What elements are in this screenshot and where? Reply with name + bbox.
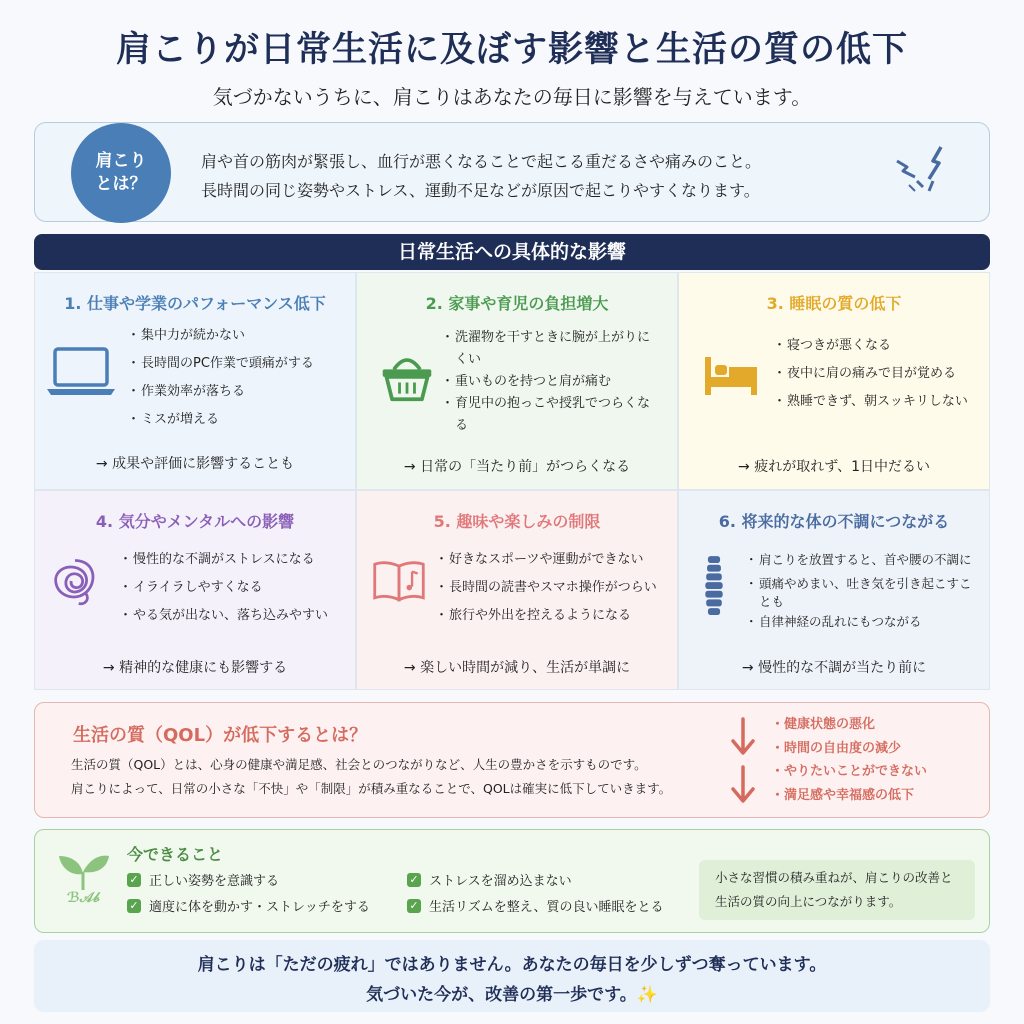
card-title: 3. 睡眠の質の低下 [766,294,902,313]
impact-card-sleep [678,272,990,490]
card-list [121,549,351,633]
impact-card-future [678,490,990,690]
card-list [443,327,653,443]
footer-line-1: 肩こりは「ただの疲れ」ではありません。あなたの毎日を少しずつ奪っています。 [197,955,827,975]
list-item: ・ 重いものを持つと肩が痛む [443,371,653,393]
qol-text [71,753,671,801]
definition-text [201,147,761,205]
card-list [129,325,349,437]
impact-card-mental [34,490,356,690]
laptop-icon [45,343,117,399]
checkbox-icon: ✓ [127,873,141,887]
list-item: ・ 肩こりを放置すると、首や腰の不調に [747,549,983,571]
card-result: → 日常の「当たり前」がつらくなる [403,459,631,475]
action-item-label: 生活リズムを整え、質の良い睡眠をとる [429,900,664,915]
page-subtitle: 気づかないうちに、肩こりはあなたの毎日に影響を与えています。 [212,85,812,109]
down-arrows-icon [725,713,761,809]
qol-line-1: 生活の質（QOL）とは、心身の健康や満足感、社会とのつながりなど、人生の豊かさを示すものです。 [71,757,647,772]
card-title: 1. 仕事や学業のパフォーマンス低下 [64,294,326,313]
card-title: 2. 家事や育児の負担増大 [425,294,609,313]
list-item: ・ イライラしやすくなる [121,577,351,599]
impact-card-housework [356,272,678,490]
list-item: ・ 熟睡できず、朝スッキリしない [775,391,985,413]
qol-box [34,702,990,818]
checkbox-icon: ✓ [127,899,141,913]
card-result: → 楽しい時間が減り、生活が単調に [403,660,631,676]
card-result: → 疲れが取れず、1日中だるい [738,459,930,475]
bed-icon [701,353,761,397]
checkbox-icon: ✓ [407,873,421,887]
sparkle-icon: ✨ [636,985,658,1005]
footer-line-2 [34,980,990,1005]
action-item-label: 適度に体を動かす・ストレッチをする [149,900,370,915]
action-title: 今できること [127,845,224,864]
checkbox-icon: ✓ [407,899,421,913]
definition-line-1: 肩や首の筋肉が緊張し、血行が悪くなることで起こる重だるさや痛みのこと。 [201,152,762,171]
card-list [775,335,985,419]
action-item [127,870,279,889]
card-list [747,549,983,639]
list-item: ・やりたいことができない [771,764,928,779]
card-title: 6. 将来的な体の不調につながる [718,512,950,531]
sprout-caption: ℬ𝒜𝒷 [66,890,100,906]
impact-card-hobby [356,490,678,690]
qol-title: 生活の質（QOL）が低下するとは？ [73,725,368,746]
list-item: ・ 自律神経の乱れにもつながる [747,611,983,633]
action-item-label: ストレスを溜め込まない [429,874,572,889]
list-item: ・ 好きなスポーツや運動ができない [437,549,673,571]
card-title: 5. 趣味や楽しみの制限 [433,512,601,531]
definition-badge: 肩こり とは？ [71,123,171,223]
card-list [437,549,673,633]
basket-icon [379,345,435,405]
page-title: 肩こりが日常生活に及ぼす影響と生活の質の低下 [115,30,908,70]
list-item: ・時間の自由度の減少 [771,740,902,756]
book-music-icon [371,557,427,605]
card-result: → 慢性的な不調が当たり前に [741,660,927,676]
list-item: ・ 夜中に肩の痛みで目が覚める [775,363,985,385]
list-item: ・ ミスが増える [129,409,349,431]
card-result: → 成果や評価に影響することも [95,456,295,472]
card-title: 4. 気分やメンタルへの影響 [95,512,295,531]
definition-box [34,122,990,222]
qol-line-2: 肩こりによって、日常の小さな「不快」や「制限」が積み重なることで、QOLは確実に低下していきます。 [71,781,672,796]
list-item: ・ 寝つきが悪くなる [775,335,985,357]
qol-list [771,713,927,807]
list-item: ・ 旅行や外出を控えるようになる [437,605,673,627]
list-item: ・ 長時間の読書やスマホ操作がつらい [437,577,673,599]
list-item: ・満足感や幸福感の低下 [771,787,915,803]
footer-line-2-text: 気づいた今が、改善の第一歩です。 [366,985,637,1005]
list-item: ・健康状態の悪化 [771,717,876,732]
impacts-heading: 日常生活への具体的な影響 [34,234,990,270]
list-item: ・ 作業効率が落ちる [129,381,349,403]
list-item: ・ やる気が出ない、落ち込みやすい [121,605,351,627]
list-item: ・ 慢性的な不調がストレスになる [121,549,351,571]
impact-card-work [34,272,356,490]
action-note: 小さな習慣の積み重ねが、肩こりの改善と生活の質の向上につながります。 [699,860,975,920]
footer-box [34,940,990,1012]
list-item: ・ 洗濯物を干すときに腕が上がりにくい [443,327,653,371]
list-item: ・ 集中力が続かない [129,325,349,347]
list-item: ・ 長時間のPC作業で頭痛がする [129,353,349,375]
action-item [407,896,664,915]
tangled-scribble-icon [47,551,103,611]
spine-icon [701,549,727,629]
shoulder-pain-icon [889,141,949,201]
action-item [407,870,572,889]
list-item: ・ 頭痛やめまい、吐き気を引き起こすことも [747,575,983,611]
card-result: → 精神的な健康にも影響する [102,660,288,676]
action-item [127,896,370,915]
action-item-label: 正しい姿勢を意識する [149,874,280,889]
list-item: ・ 育児中の抱っこや授乳でつらくなる [443,393,653,437]
action-box [34,829,990,933]
definition-line-2: 長時間の同じ姿勢やストレス、運動不足などが原因で起こりやすくなります。 [201,181,760,200]
